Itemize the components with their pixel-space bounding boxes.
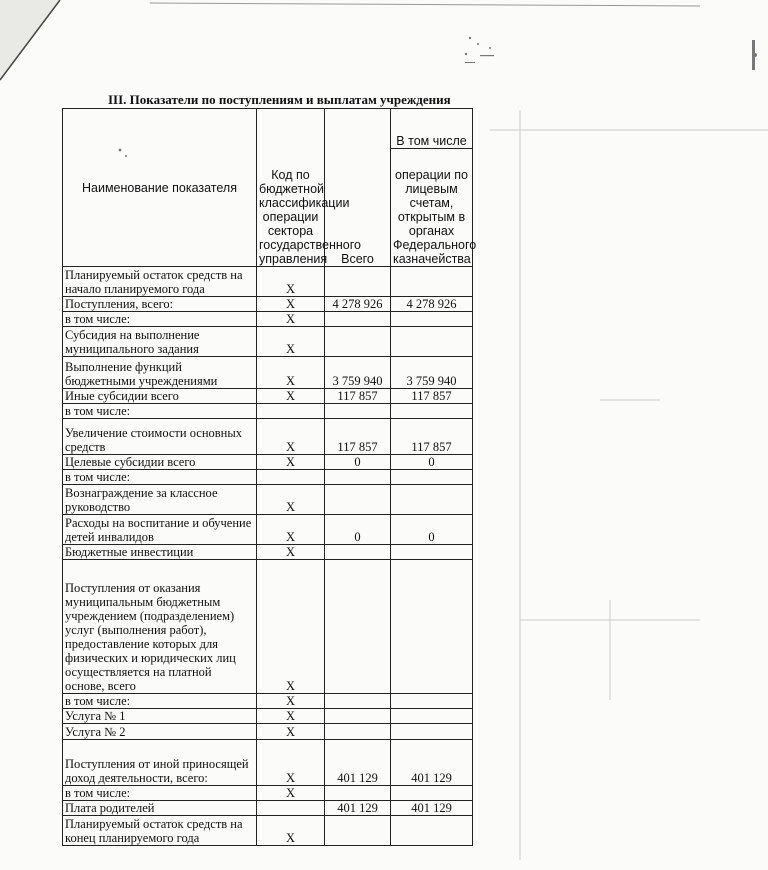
table-row — [63, 560, 473, 694]
table-row — [63, 694, 473, 709]
row-name: Плата родителей — [63, 801, 257, 816]
header-name: Наименование показателя — [63, 109, 257, 267]
row-code: X — [257, 545, 325, 560]
row-total — [325, 709, 391, 724]
row-code — [257, 801, 325, 816]
row-code: X — [257, 740, 325, 786]
row-total: 401 129 — [325, 740, 391, 786]
row-name: в том числе: — [63, 404, 257, 419]
row-ops: 401 129 — [391, 801, 473, 816]
table-row — [63, 724, 473, 740]
row-code: X — [257, 455, 325, 470]
row-total — [325, 485, 391, 515]
row-ops — [391, 786, 473, 801]
table-row — [63, 312, 473, 327]
row-total: 0 — [325, 515, 391, 545]
header-ops: операции по лицевым счетам, открытым в органах Федерального казначейства — [391, 149, 473, 267]
row-total — [325, 404, 391, 419]
row-total — [325, 724, 391, 740]
row-total — [325, 816, 391, 846]
header-code: Код по бюджетной классификации операции сектора государственного управления — [257, 109, 325, 267]
row-code: X — [257, 267, 325, 297]
table-row — [63, 709, 473, 724]
row-code — [257, 404, 325, 419]
row-total: 0 — [325, 455, 391, 470]
row-ops: 117 857 — [391, 419, 473, 455]
row-code: X — [257, 357, 325, 389]
row-total — [325, 545, 391, 560]
row-name: Планируемый остаток средств на конец планируемого года — [63, 816, 257, 846]
row-code: X — [257, 786, 325, 801]
table-row — [63, 470, 473, 485]
row-code: X — [257, 694, 325, 709]
row-total — [325, 470, 391, 485]
row-name: Субсидия на выполнение муниципального задания — [63, 327, 257, 357]
row-name: в том числе: — [63, 694, 257, 709]
row-name: Иные субсидии всего — [63, 389, 257, 404]
row-code: X — [257, 419, 325, 455]
table-row — [63, 455, 473, 470]
indicators-table — [62, 108, 477, 846]
row-name: Поступления, всего: — [63, 297, 257, 312]
row-name: Услуга № 2 — [63, 724, 257, 740]
row-code: X — [257, 327, 325, 357]
row-ops — [391, 545, 473, 560]
table-row — [63, 801, 473, 816]
header-total: Всего — [325, 109, 391, 267]
row-name: Планируемый остаток средств на начало планируемого года — [63, 267, 257, 297]
row-total: 117 857 — [325, 389, 391, 404]
row-total — [325, 327, 391, 357]
row-code: X — [257, 709, 325, 724]
table-row — [63, 297, 473, 312]
row-code: X — [257, 724, 325, 740]
row-ops — [391, 709, 473, 724]
row-code — [257, 470, 325, 485]
row-ops — [391, 724, 473, 740]
row-name: Поступления от иной приносящей доход деятельности, всего: — [63, 740, 257, 786]
row-name: Выполнение функций бюджетными учреждениями — [63, 357, 257, 389]
table-row — [63, 740, 473, 786]
row-ops — [391, 816, 473, 846]
row-name: Услуга № 1 — [63, 709, 257, 724]
row-total: 4 278 926 — [325, 297, 391, 312]
row-total — [325, 786, 391, 801]
header-row-1 — [63, 109, 473, 149]
row-code: X — [257, 389, 325, 404]
row-ops: 117 857 — [391, 389, 473, 404]
table-row — [63, 404, 473, 419]
table-row — [63, 485, 473, 515]
row-ops — [391, 470, 473, 485]
row-ops — [391, 485, 473, 515]
table-row — [63, 267, 473, 297]
row-name: в том числе: — [63, 786, 257, 801]
row-code: X — [257, 297, 325, 312]
row-ops: 0 — [391, 455, 473, 470]
row-total — [325, 312, 391, 327]
row-name: Поступления от оказания муниципальным бюджетным учреждением (подразделением) услуг (выполнения работ), предоставление которых для физических и юридических лиц осуществляется на платной основе, всего — [63, 560, 257, 694]
section-title: III. Показатели по поступлениям и выплатам учреждения — [108, 92, 451, 107]
row-name: Вознаграждение за классное руководство — [63, 485, 257, 515]
row-total: 117 857 — [325, 419, 391, 455]
row-total: 401 129 — [325, 801, 391, 816]
row-name: в том числе: — [63, 312, 257, 327]
row-name: Целевые субсидии всего — [63, 455, 257, 470]
row-name: Расходы на воспитание и обучение детей инвалидов — [63, 515, 257, 545]
row-ops — [391, 404, 473, 419]
row-ops: 0 — [391, 515, 473, 545]
table-row — [63, 419, 473, 455]
row-total — [325, 694, 391, 709]
table-row — [63, 816, 473, 846]
table-row — [63, 545, 473, 560]
row-total — [325, 267, 391, 297]
row-code: X — [257, 515, 325, 545]
row-ops: 4 278 926 — [391, 297, 473, 312]
row-code: X — [257, 312, 325, 327]
row-ops: 401 129 — [391, 740, 473, 786]
row-name: в том числе: — [63, 470, 257, 485]
header-including: В том числе — [391, 109, 473, 149]
table-row — [63, 786, 473, 801]
row-code: X — [257, 816, 325, 846]
row-ops — [391, 694, 473, 709]
row-total — [325, 560, 391, 694]
table-row — [63, 357, 473, 389]
row-ops — [391, 560, 473, 694]
row-name: Бюджетные инвестиции — [63, 545, 257, 560]
table-row — [63, 515, 473, 545]
row-ops — [391, 267, 473, 297]
row-ops — [391, 312, 473, 327]
row-total: 3 759 940 — [325, 357, 391, 389]
row-name: Увеличение стоимости основных средств — [63, 419, 257, 455]
table-row — [63, 389, 473, 404]
row-code: X — [257, 560, 325, 694]
row-ops: 3 759 940 — [391, 357, 473, 389]
row-code: X — [257, 485, 325, 515]
table-row — [63, 327, 473, 357]
row-ops — [391, 327, 473, 357]
